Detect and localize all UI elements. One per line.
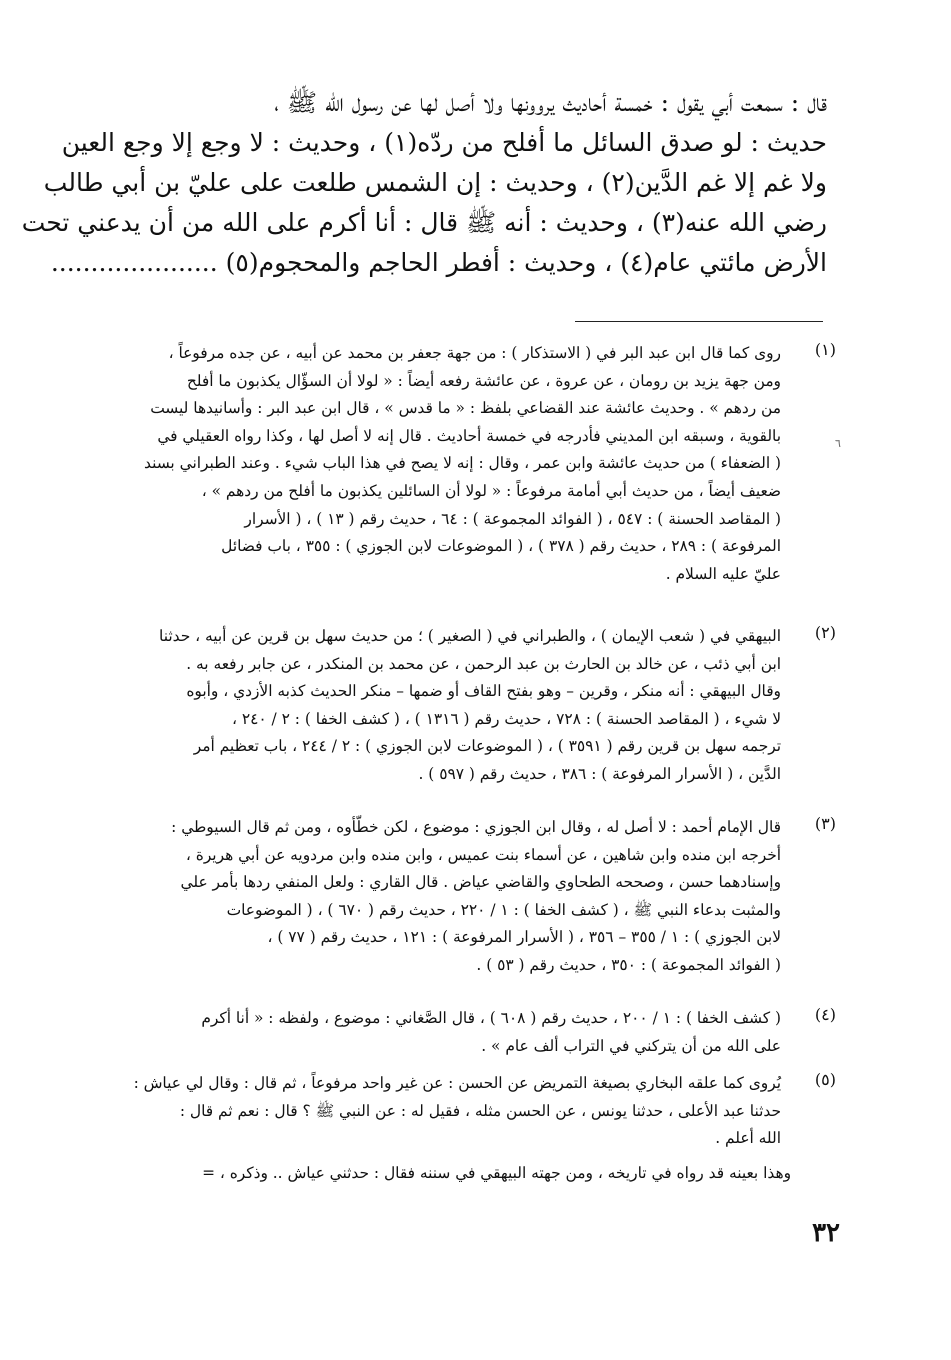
footnote-line: ( الفوائد المجموعة ) : ٣٥٠ ، حديث رقم ( ٥٣ ) . bbox=[476, 955, 781, 974]
main-text bbox=[21, 88, 827, 288]
main-text-line: حديث : لو صدق السائل ما أفلح من ردّه(١) ، وحديث : لا وجع إلا وجع العين bbox=[61, 128, 827, 157]
footnote-2 bbox=[108, 623, 836, 789]
main-text-line: رضي الله عنه(٣) ، وحديث : أنه ﷺ قال : أنا أكرم على الله من أن يدعني تحت bbox=[21, 208, 827, 237]
continuation-line: وهذا بعينه قد رواه في تاريخه ، ومن جهته البيهقي في سننه فقال : حدثني عياش .. وذكره ، = bbox=[202, 1164, 791, 1182]
footnote-number: (٢) bbox=[814, 623, 836, 642]
footnote-line: ابن أبي ذئب ، عن خالد بن الحارث بن عبد الرحمن ، عن محمد بن المنكدر ، عن جابر رفعه به . bbox=[186, 654, 781, 673]
footnote-1 bbox=[108, 340, 836, 588]
footnote-number: (٣) bbox=[814, 814, 836, 833]
footnote-number: (٥) bbox=[814, 1070, 836, 1089]
footnote-line: قال الإمام أحمد : لا أصل له ، وقال ابن الجوزي : موضوع ، لكن خطّأوه ، ومن ثم قال السيوطي : bbox=[171, 818, 781, 836]
footnote-line: والمثبت بدعاء النبي ﷺ ، ( كشف الخفا ) : ١ / ٢٢٠ ، حديث رقم ( ٦٧٠ ) ، ( الموضوعات bbox=[226, 900, 781, 919]
footnote-line: على الله من أن يتركني في التراب ألف عام » . bbox=[481, 1036, 781, 1055]
footnote-5 bbox=[108, 1070, 836, 1153]
footnote-line: ( الضعفاء ) من حديث عائشة وابن عمر ، وقال : إنه لا يصح في هذا الباب شيء . وعند الطبراني بسند bbox=[143, 454, 781, 473]
footnote-continuation bbox=[108, 1160, 836, 1188]
footnote-line: لا شيء ، ( المقاصد الحسنة ) : ٧٢٨ ، حديث رقم ( ١٣١٦ ) ، ( كشف الخفا ) : ٢ / ٢٤٠ ، bbox=[231, 709, 781, 728]
footnote-line: الله أعلم . bbox=[715, 1129, 781, 1148]
footnote-line: وإسنادهما حسن ، وصححه الطحاوي والقاضي عياض . قال القاري : ولعل المنفي ردها بأمر علي bbox=[180, 873, 781, 892]
footnote-line: أخرجه ابن منده وابن شاهين ، عن أسماء بنت عميس ، وابن منده وابن مردويه عن أبي هريرة ، bbox=[185, 845, 781, 864]
footnote-line: من ردهم » . وحديث عائشة عند القضاعي بلفظ : « ما قدس » ، قال ابن عبد البر : وأسانيدها ليست bbox=[150, 399, 781, 418]
footnote-number: (٤) bbox=[814, 1005, 836, 1024]
footnote-4 bbox=[108, 1005, 836, 1060]
footnote-line: ( المقاصد الحسنة ) : ٥٤٧ ، ( الفوائد المجموعة ) : ٦٤ ، حديث رقم ( ١٣ ) ، ( الأسرار bbox=[244, 509, 781, 528]
footnote-line: روى كما قال ابن عبد البر في ( الاستذكار ) : من جهة جعفر بن محمد عن أبيه ، عن جده مرفوعاً ، bbox=[168, 344, 781, 362]
footnote-line: المرفوعة ) : ٢٨٩ ، حديث رقم ( ٣٧٨ ) ، ( الموضوعات لابن الجوزي ) : ٣٥٥ ، باب فضائل bbox=[221, 537, 781, 556]
footnote-line: الدَّين ، ( الأسرار المرفوعة ) : ٣٨٦ ، حديث رقم ( ٥٩٧ ) . bbox=[418, 764, 781, 783]
footnote-3 bbox=[108, 814, 836, 980]
main-text-line: قال : سمعت أبي يقول : خمسة أحاديث يروونها ولا أصل لها عن رسول الله ﷺ ، bbox=[274, 88, 827, 117]
main-text-line: ولا غم إلا غم الدَّين(٢) ، وحديث : إن الشمس طلعت على عليّ بن أبي طالب bbox=[43, 168, 827, 197]
footnote-line: ومن جهة يزيد بن رومان ، عن عروة ، عن عائشة رفعه أيضاً : « لولا أن السؤّال يكذبون ما أفلح bbox=[186, 371, 781, 390]
footnote-line: وقال البيهقي : أنه منكر ، وقرين – وهو بفتح القاف أو ضمها – منكر الحديث كذبه الأزدي ، وأبوه bbox=[186, 682, 781, 701]
footnote-number: (١) bbox=[814, 340, 836, 359]
footnote-line: يُروى كما علقه البخاري بصيغة التمريض عن الحسن : عن غير واحد مرفوعاً ، ثم قال : وقال لي عياش : bbox=[133, 1074, 781, 1092]
footnote-line: ضعيف أيضاً ، من حديث أبي أمامة مرفوعاً : « لولا أن السائلين يكذبون ما أفلح من ردهم » ، bbox=[201, 481, 781, 500]
main-text-line: الأرض مائتي عام(٤) ، وحديث : أفطر الحاجم والمحجوم(٥) ..................... bbox=[50, 248, 827, 277]
footnote-line: عليّ عليه السلام . bbox=[665, 564, 781, 583]
margin-mark: ٦ bbox=[835, 437, 841, 450]
footnote-line: حدثنا عبد الأعلى ، حدثنا يونس ، عن الحسن مثله ، فقيل له : عن النبي ﷺ ؟ قال : نعم ثم قال : bbox=[179, 1101, 781, 1120]
footnote-line: البيهقي في ( شعب الإيمان ) ، والطبراني في ( الصغير ) ؛ من حديث سهل بن قرين عن أبيه ، حدثنا bbox=[159, 627, 781, 645]
footnote-line: لابن الجوزي ) : ١ / ٣٥٥ – ٣٥٦ ، ( الأسرار المرفوعة ) : ١٢١ ، حديث رقم ( ٧٧ ) ، bbox=[267, 928, 781, 947]
footnote-line: ترجمه سهل بن قرين رقم ( ٣٥٩١ ) ، ( الموضوعات لابن الجوزي ) : ٢ / ٢٤٤ ، باب تعظيم أمر bbox=[193, 737, 781, 756]
footnote-line: بالقوية ، وسبقه ابن المديني فأدرجه في خمسة أحاديث . قال إنه لا أصل لها ، وكذا رواه العقيلي في bbox=[157, 426, 781, 445]
footnote-line: ( كشف الخفا ) : ١ / ٢٠٠ ، حديث رقم ( ٦٠٨ ) ، قال الصَّغاني : موضوع ، ولفظه : « أنا أكرم bbox=[201, 1009, 781, 1027]
footnote-separator bbox=[575, 321, 823, 322]
page-number: ٣٢ bbox=[812, 1218, 840, 1248]
